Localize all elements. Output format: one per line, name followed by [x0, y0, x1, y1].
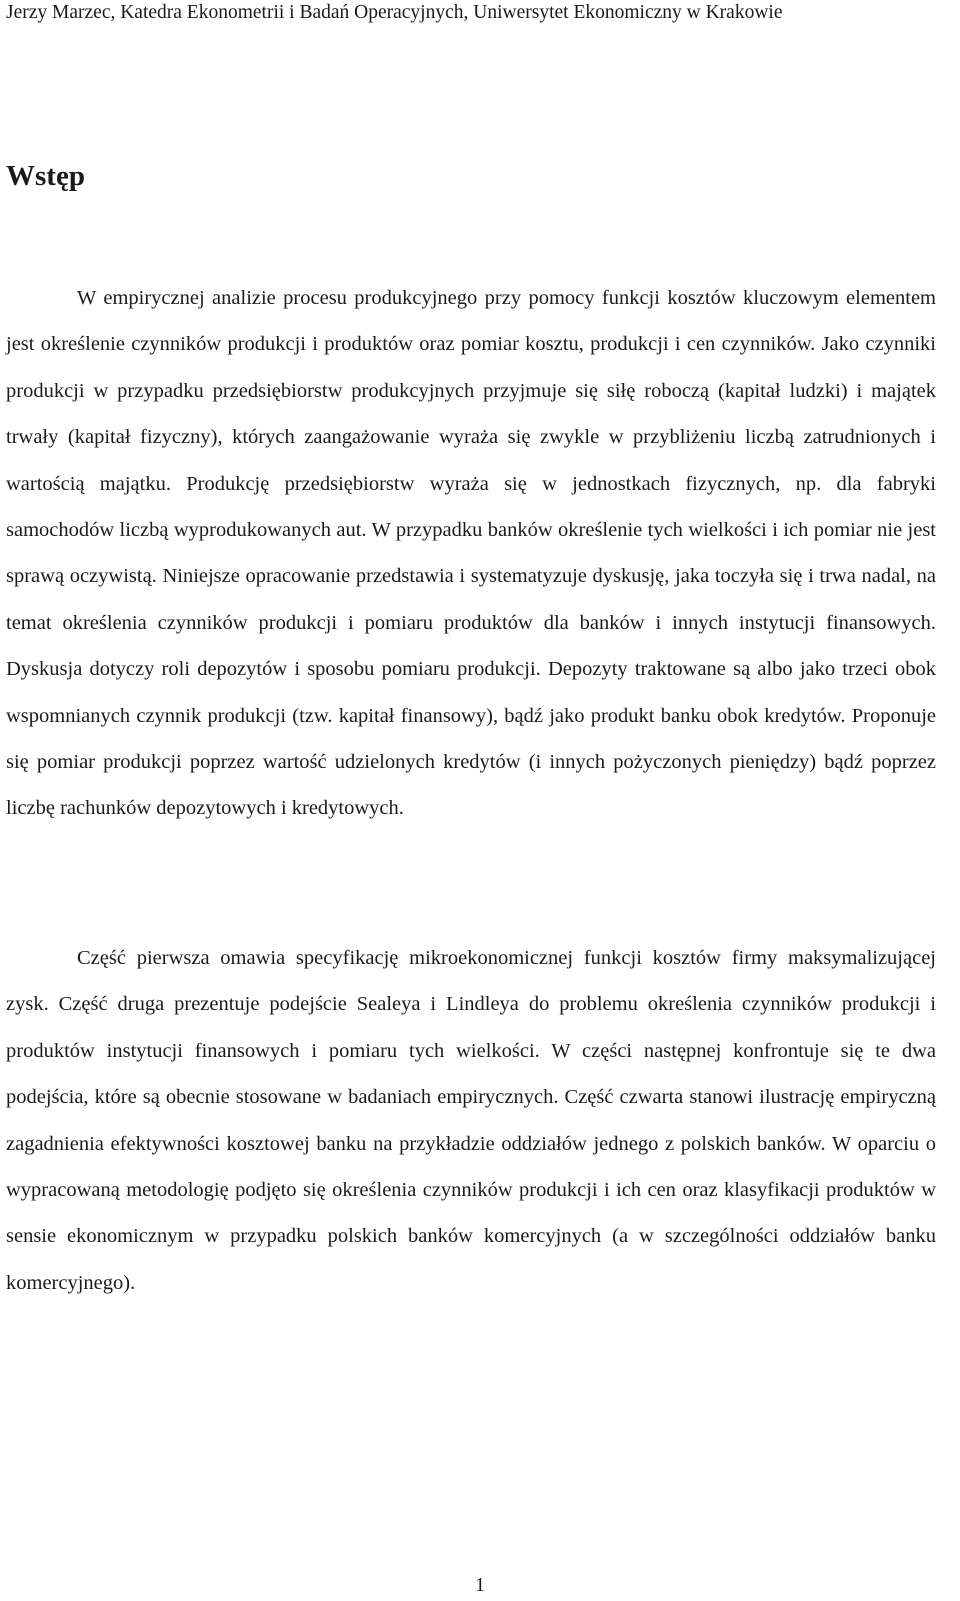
paragraph-2: Część pierwsza omawia specyfikację mikroekonomicznej funkcji kosztów firmy maksymalizującej zysk. Część druga prezentuje podejście Sealeya i Lindleya do problemu określenia czynników produkcji i produktów instytucji finansowych i pomiaru tych wielkości. W części następnej konfrontuje się te dwa podejścia, które są obecnie stosowane w badaniach empirycznych. Część czwarta stanowi ilustrację empiryczną zagadnienia efektywności kosztowej banku na przykładzie oddziałów jednego z polskich banków. W oparciu o wypracowaną metodologię podjęto się określenia czynników produkcji i ich cen oraz klasyfikacji produktów w sensie ekonomicznym w przypadku polskich banków komercyjnych (a w szczególności oddziałów banku komercyjnego). — [6, 947, 936, 1294]
page-number: 1 — [475, 1574, 485, 1596]
section-heading: Wstęp — [6, 160, 85, 192]
paragraph-1: W empirycznej analizie procesu produkcyjnego przy pomocy funkcji kosztów kluczowym elementem jest określenie czynników produkcji i produktów oraz pomiar kosztu, produkcji i cen czynników. Jako czynniki produkcji w przypadku przedsiębiorstw produkcyjnych przyjmuje się siłę roboczą (kapitał ludzki) i majątek trwały (kapitał fizyczny), których zaangażowanie wyraża się zwykle w przybliżeniu liczbą zatrudnionych i wartością majątku. Produkcję przedsiębiorstw wyraża się w jednostkach fizycznych, np. dla fabryki samochodów liczbą wyprodukowanych aut. W przypadku banków określenie tych wielkości i ich pomiar nie jest sprawą oczywistą. Niniejsze opracowanie przedstawia i systematyzuje dyskusję, jaka toczyła się i trwa nadal, na temat określenia czynników produkcji i pomiaru produktów dla banków i innych instytucji finansowych. Dyskusja dotyczy roli depozytów i sposobu pomiaru produkcji. Depozyty traktowane są albo jako trzeci obok wspomnianych czynnik produkcji (tzw. kapitał finansowy), bądź jako produkt banku obok kredytów. Proponuje się pomiar produkcji poprzez wartość udzielonych kredytów (i innych pożyczonych pieniędzy) bądź poprzez liczbę rachunków depozytowych i kredytowych. — [6, 287, 936, 820]
running-header: Jerzy Marzec, Katedra Ekonometrii i Badań Operacyjnych, Uniwersytet Ekonomiczny w Krakowie — [6, 2, 783, 23]
